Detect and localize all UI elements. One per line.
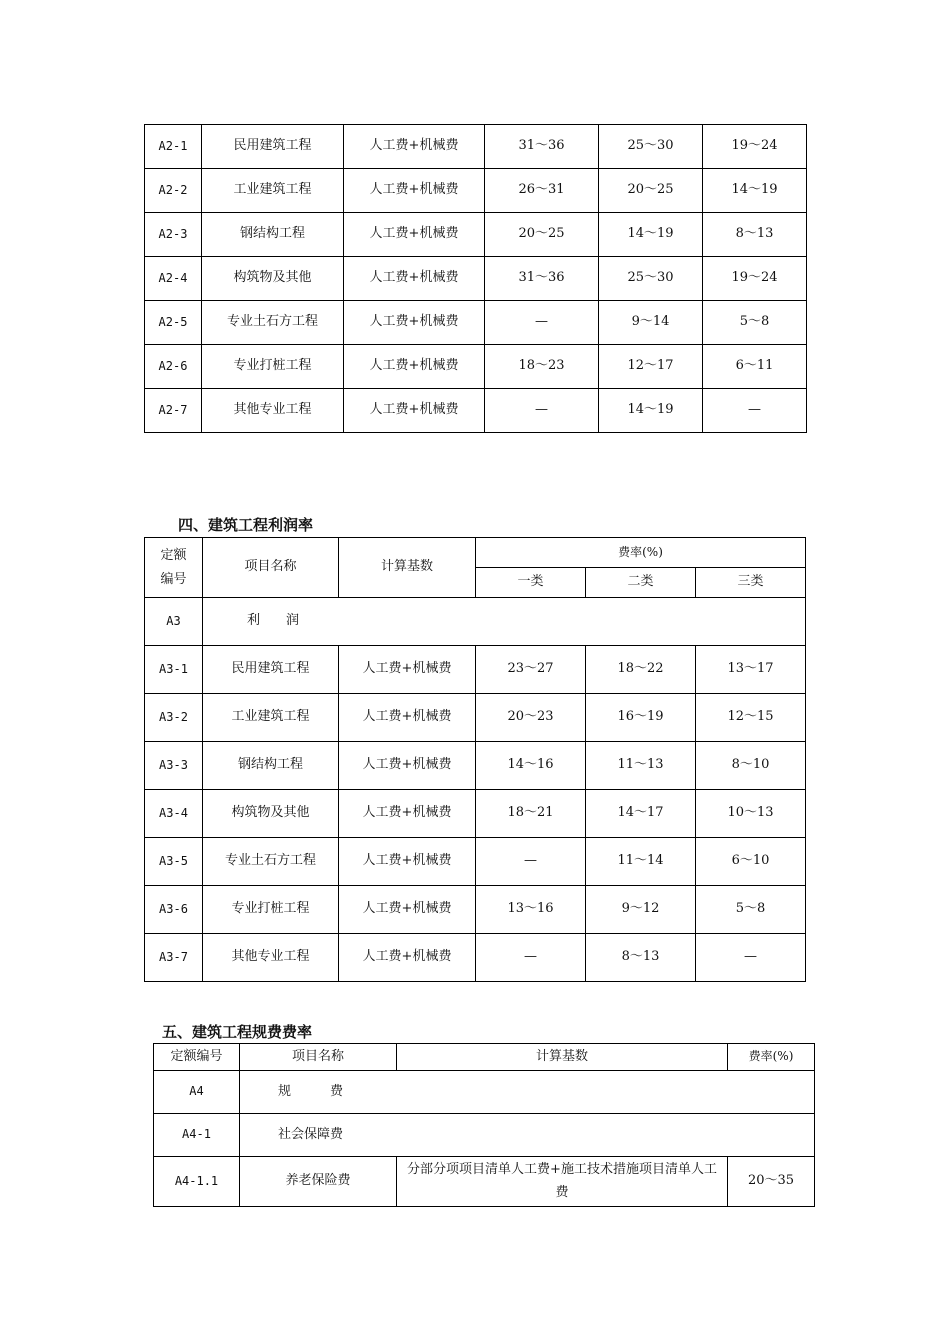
table-row	[145, 301, 807, 345]
row-name: 其他专业工程	[203, 934, 339, 982]
row-name: 工业建筑工程	[202, 169, 344, 213]
table-a2	[144, 124, 807, 433]
a4-group-code: A4	[154, 1071, 240, 1114]
row-code: A2-4	[145, 257, 202, 301]
row-rate-cat2: 14～19	[599, 213, 703, 257]
row-rate-cat3: 8～10	[696, 742, 806, 790]
header-cat1: 一类	[476, 568, 586, 598]
row-rate-cat2: 16～19	[586, 694, 696, 742]
row-rate-cat2: 20～25	[599, 169, 703, 213]
row-code: A2-2	[145, 169, 202, 213]
table-a4	[153, 1043, 815, 1207]
row-rate-cat1: 31～36	[485, 257, 599, 301]
header-code: 定额 编号	[145, 538, 203, 598]
table-row	[145, 694, 806, 742]
row-code: A3-2	[145, 694, 203, 742]
row-base: 人工费+机械费	[339, 790, 476, 838]
row-rate-cat2: 8～13	[586, 934, 696, 982]
row-rate-cat1: 20～25	[485, 213, 599, 257]
table-row	[145, 389, 807, 433]
table-a3	[144, 537, 806, 982]
row-code: A4-1.1	[154, 1157, 240, 1207]
table-row	[145, 257, 807, 301]
row-rate-cat2: 25～30	[599, 257, 703, 301]
section-5-title: 五、建筑工程规费费率	[162, 1023, 313, 1041]
row-rate-cat1: 13～16	[476, 886, 586, 934]
table-a2-body	[145, 125, 807, 433]
row-code: A2-5	[145, 301, 202, 345]
header-base: 计算基数	[339, 538, 476, 598]
row-rate-cat3: 19～24	[703, 257, 807, 301]
row-rate-cat2: 9～14	[599, 301, 703, 345]
row-code: A3-1	[145, 646, 203, 694]
table-row	[145, 345, 807, 389]
row-name: 其他专业工程	[202, 389, 344, 433]
row-base: 人工费+机械费	[344, 257, 485, 301]
row-rate-cat3: 8～13	[703, 213, 807, 257]
a4-group-name: 规 费	[240, 1071, 815, 1114]
row-rate-cat2: 11～14	[586, 838, 696, 886]
row-base: 人工费+机械费	[339, 838, 476, 886]
row-base: 人工费+机械费	[339, 934, 476, 982]
row-rate-cat2: 12～17	[599, 345, 703, 389]
row-name: 构筑物及其他	[203, 790, 339, 838]
row-rate-cat1: —	[485, 389, 599, 433]
row-code: A2-1	[145, 125, 202, 169]
row-rate: 20～35	[728, 1157, 815, 1207]
row-code: A3-6	[145, 886, 203, 934]
row-rate-cat1: 31～36	[485, 125, 599, 169]
table-row	[145, 213, 807, 257]
row-rate-cat1: —	[476, 838, 586, 886]
row-rate-cat3: 12～15	[696, 694, 806, 742]
table-a3-body	[145, 646, 806, 982]
row-name: 钢结构工程	[203, 742, 339, 790]
header-cat2: 二类	[586, 568, 696, 598]
row-base: 人工费+机械费	[339, 694, 476, 742]
row-rate-cat3: 6～11	[703, 345, 807, 389]
row-rate-cat1: 26～31	[485, 169, 599, 213]
table-row	[145, 886, 806, 934]
row-name: 专业土石方工程	[202, 301, 344, 345]
group-name: 利 润	[203, 598, 806, 646]
row-base: 人工费+机械费	[339, 886, 476, 934]
row-rate-cat1: —	[485, 301, 599, 345]
row-code: A3-3	[145, 742, 203, 790]
table-row	[145, 934, 806, 982]
row-name: 工业建筑工程	[203, 694, 339, 742]
row-rate-cat1: 23～27	[476, 646, 586, 694]
row-name: 养老保险费	[240, 1157, 397, 1207]
row-name: 民用建筑工程	[203, 646, 339, 694]
table-row	[154, 1157, 815, 1207]
row-rate-cat2: 14～19	[599, 389, 703, 433]
row-rate-cat2: 14～17	[586, 790, 696, 838]
row-code: A3-5	[145, 838, 203, 886]
row-name: 钢结构工程	[202, 213, 344, 257]
header-name: 项目名称	[203, 538, 339, 598]
row-code: A2-6	[145, 345, 202, 389]
row-code: A3-7	[145, 934, 203, 982]
table-row	[145, 742, 806, 790]
row-base: 分部分项项目清单人工费+施工技术措施项目清单人工费	[397, 1157, 728, 1207]
table-row	[145, 125, 807, 169]
a4-header-name: 项目名称	[240, 1044, 397, 1071]
row-base: 人工费+机械费	[344, 213, 485, 257]
group-code: A3	[145, 598, 203, 646]
row-rate-cat1: 18～21	[476, 790, 586, 838]
row-rate-cat3: 5～8	[703, 301, 807, 345]
table-row	[145, 646, 806, 694]
table-row	[145, 790, 806, 838]
row-code: A2-3	[145, 213, 202, 257]
row-rate-cat1: 14～16	[476, 742, 586, 790]
row-rate-cat3: 6～10	[696, 838, 806, 886]
a4-header-base: 计算基数	[397, 1044, 728, 1071]
row-base: 人工费+机械费	[339, 742, 476, 790]
table-a4-body	[154, 1157, 815, 1207]
row-code: A3-4	[145, 790, 203, 838]
row-code: A2-7	[145, 389, 202, 433]
row-base: 人工费+机械费	[344, 169, 485, 213]
row-rate-cat1: 18～23	[485, 345, 599, 389]
row-rate-cat1: —	[476, 934, 586, 982]
row-rate-cat3: 19～24	[703, 125, 807, 169]
a4-header-code: 定额编号	[154, 1044, 240, 1071]
row-name: 专业土石方工程	[203, 838, 339, 886]
row-name: 构筑物及其他	[202, 257, 344, 301]
header-rate: 费率(%)	[476, 538, 806, 568]
row-base: 人工费+机械费	[339, 646, 476, 694]
row-rate-cat2: 25～30	[599, 125, 703, 169]
a4-header-rate: 费率(%)	[728, 1044, 815, 1071]
row-base: 人工费+机械费	[344, 389, 485, 433]
row-name: 专业打桩工程	[203, 886, 339, 934]
row-rate-cat3: 5～8	[696, 886, 806, 934]
section-4-title: 四、建筑工程利润率	[178, 516, 314, 534]
row-rate-cat3: —	[703, 389, 807, 433]
header-cat3: 三类	[696, 568, 806, 598]
a4-sub-code: A4-1	[154, 1114, 240, 1157]
row-name: 民用建筑工程	[202, 125, 344, 169]
row-base: 人工费+机械费	[344, 125, 485, 169]
row-rate-cat2: 18～22	[586, 646, 696, 694]
a4-sub-name: 社会保障费	[240, 1114, 815, 1157]
table-row	[145, 838, 806, 886]
row-rate-cat3: 13～17	[696, 646, 806, 694]
row-base: 人工费+机械费	[344, 301, 485, 345]
row-rate-cat1: 20～23	[476, 694, 586, 742]
row-rate-cat3: —	[696, 934, 806, 982]
row-rate-cat3: 10～13	[696, 790, 806, 838]
row-rate-cat3: 14～19	[703, 169, 807, 213]
row-rate-cat2: 9～12	[586, 886, 696, 934]
table-row	[145, 169, 807, 213]
row-rate-cat2: 11～13	[586, 742, 696, 790]
row-name: 专业打桩工程	[202, 345, 344, 389]
row-base: 人工费+机械费	[344, 345, 485, 389]
